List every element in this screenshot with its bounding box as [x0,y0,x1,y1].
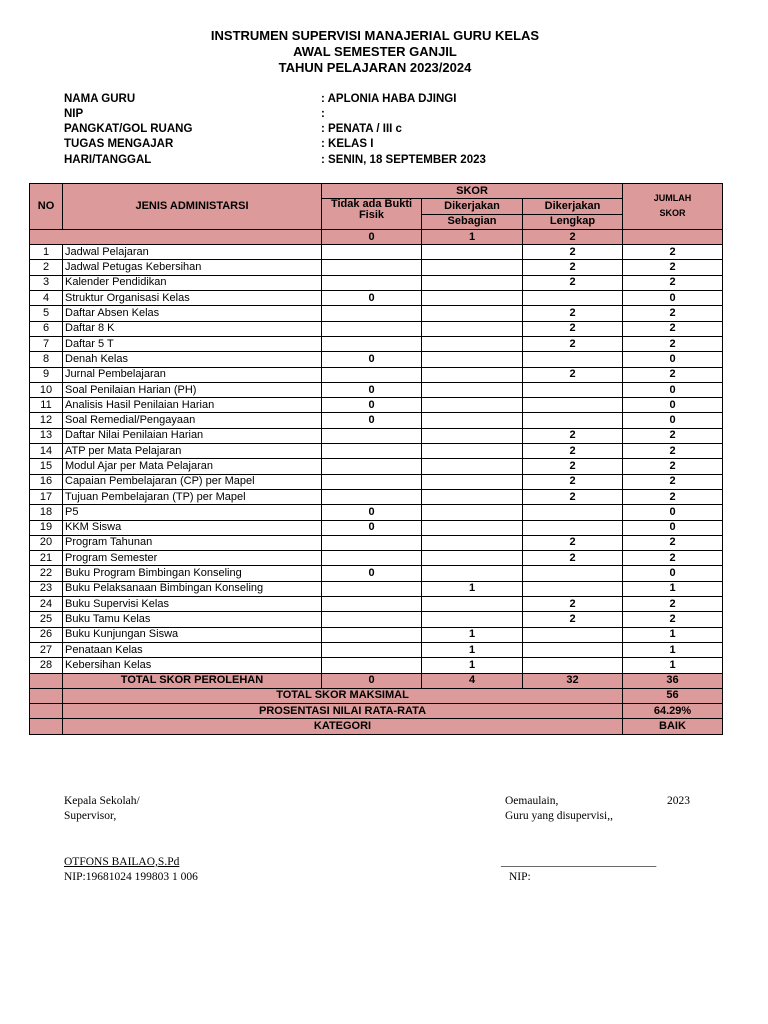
row-score-2: 2 [523,428,623,443]
footer-max-spacer [30,688,63,703]
header-skor: SKOR [322,184,623,199]
row-name: Program Semester [63,551,322,566]
table-row [30,459,723,474]
sig-right-line2: Guru yang disupervisi,, [505,810,613,822]
row-score-1 [422,413,523,428]
table-row [30,398,723,413]
row-no: 21 [30,551,63,566]
row-no: 24 [30,597,63,612]
row-total: 2 [623,489,723,504]
row-score-0: 0 [322,352,422,367]
row-total: 2 [623,597,723,612]
footer-cat-label: KATEGORI [63,719,623,734]
footer-pct-label: PROSENTASI NILAI RATA-RATA [63,704,623,719]
row-name: Modul Ajar per Mata Pelajaran [63,459,322,474]
row-score-0 [322,321,422,336]
footer-total-s2: 32 [523,673,623,688]
row-score-1 [422,597,523,612]
header-score-2: 2 [523,229,623,244]
table-row [30,597,723,612]
sig-right-blank: ___________________________ [501,856,657,868]
row-no: 18 [30,505,63,520]
row-name: Kalender Pendidikan [63,275,322,290]
doc-title-line3: TAHUN PELAJARAN 2023/2024 [278,60,472,75]
table-row [30,382,723,397]
row-name: Buku Tamu Kelas [63,612,322,627]
row-score-1 [422,306,523,321]
row-name: Jadwal Petugas Kebersihan [63,260,322,275]
row-total: 0 [623,382,723,397]
row-name: Analisis Hasil Penilaian Harian [63,398,322,413]
row-total: 0 [623,566,723,581]
row-name: Program Tahunan [63,535,322,550]
row-total: 2 [623,612,723,627]
row-total: 2 [623,444,723,459]
row-score-1 [422,474,523,489]
row-score-0: 0 [322,413,422,428]
footer-total-spacer [30,673,63,688]
footer-max-value: 56 [623,688,723,703]
row-total: 2 [623,275,723,290]
row-score-1 [422,489,523,504]
row-name: Buku Pelaksanaan Bimbingan Konseling [63,581,322,596]
row-score-1 [422,291,523,306]
row-total: 2 [623,459,723,474]
row-name: P5 [63,505,322,520]
row-no: 6 [30,321,63,336]
table-row [30,489,723,504]
row-no: 12 [30,413,63,428]
row-score-0 [322,658,422,673]
row-name: Buku Kunjungan Siswa [63,627,322,642]
row-score-1 [422,612,523,627]
row-total: 1 [623,581,723,596]
row-name: Tujuan Pembelajaran (TP) per Mapel [63,489,322,504]
row-score-0 [322,459,422,474]
row-score-2: 2 [523,444,623,459]
row-no: 20 [30,535,63,550]
row-total: 1 [623,627,723,642]
row-name: Daftar 5 T [63,336,322,351]
row-score-2 [523,382,623,397]
table-row [30,627,723,642]
row-total: 0 [623,413,723,428]
row-name: Buku Supervisi Kelas [63,597,322,612]
sig-right-nip: NIP: [509,871,531,883]
row-score-2: 2 [523,275,623,290]
row-no: 17 [30,489,63,504]
row-total: 0 [623,291,723,306]
info-nama-guru: NAMA GURU : APLONIA HABA DJINGI [64,93,457,105]
table-row [30,428,723,443]
row-score-2: 2 [523,336,623,351]
table-row [30,581,723,596]
row-name: Kebersihan Kelas [63,658,322,673]
row-score-1: 1 [422,658,523,673]
row-score-2 [523,627,623,642]
row-score-2 [523,352,623,367]
row-total: 0 [623,352,723,367]
row-score-2 [523,505,623,520]
info-hari-tanggal: HARI/TANGGAL : SENIN, 18 SEPTEMBER 2023 [64,154,486,166]
row-score-1 [422,245,523,260]
row-score-2 [523,413,623,428]
footer-pct-value: 64.29% [623,704,723,719]
row-score-2: 2 [523,367,623,382]
row-name: Buku Program Bimbingan Konseling [63,566,322,581]
row-score-2 [523,658,623,673]
row-score-1 [422,535,523,550]
table-row [30,505,723,520]
row-score-0: 0 [322,382,422,397]
row-no: 23 [30,581,63,596]
row-total: 2 [623,306,723,321]
table-row [30,444,723,459]
header-score-0: 0 [322,229,422,244]
row-no: 13 [30,428,63,443]
table-row [30,260,723,275]
footer-cat-value: BAIK [623,719,723,734]
supervision-table [29,183,723,735]
footer-total-label: TOTAL SKOR PEROLEHAN [63,673,322,688]
row-score-2: 2 [523,459,623,474]
row-score-0 [322,444,422,459]
table-row [30,658,723,673]
row-name: ATP per Mata Pelajaran [63,444,322,459]
header-tidak-ada-bukti: Tidak ada Bukti Fisik [322,199,422,230]
row-no: 26 [30,627,63,642]
row-score-2 [523,291,623,306]
row-score-2: 2 [523,474,623,489]
table-row [30,245,723,260]
row-name: Penataan Kelas [63,642,322,657]
footer-total-all: 36 [623,673,723,688]
row-total: 2 [623,551,723,566]
info-pangkat: PANGKAT/GOL RUANG : PENATA / III c [64,123,402,135]
row-total: 2 [623,428,723,443]
row-score-2: 2 [523,535,623,550]
row-no: 19 [30,520,63,535]
row-no: 11 [30,398,63,413]
row-no: 15 [30,459,63,474]
row-score-0 [322,260,422,275]
table-row [30,413,723,428]
row-score-1 [422,551,523,566]
row-score-0 [322,581,422,596]
table-row [30,352,723,367]
row-score-1 [422,336,523,351]
row-score-0 [322,474,422,489]
info-tugas: TUGAS MENGAJAR : KELAS I [64,138,374,150]
row-score-1: 1 [422,581,523,596]
footer-cat-spacer [30,719,63,734]
row-score-2: 2 [523,260,623,275]
row-score-1: 1 [422,627,523,642]
header-dikerjakan-lengkap-2: Lengkap [523,214,623,229]
row-score-0 [322,306,422,321]
footer-total-s1: 4 [422,673,523,688]
row-score-1 [422,321,523,336]
sig-right-place: Oemaulain, [505,795,559,807]
header-dikerjakan-lengkap-1: Dikerjakan [523,199,623,214]
row-score-0 [322,275,422,290]
sig-left-line1: Kepala Sekolah/ [64,795,140,807]
row-score-1 [422,566,523,581]
row-score-0 [322,597,422,612]
row-score-2: 2 [523,612,623,627]
row-score-2: 2 [523,245,623,260]
table-row [30,321,723,336]
row-total: 2 [623,260,723,275]
row-score-1 [422,505,523,520]
row-total: 0 [623,505,723,520]
row-score-1 [422,428,523,443]
row-name: Denah Kelas [63,352,322,367]
row-score-1 [422,260,523,275]
table-row [30,642,723,657]
row-name: Capaian Pembelajaran (CP) per Mapel [63,474,322,489]
row-score-0 [322,551,422,566]
row-no: 1 [30,245,63,260]
table-row [30,275,723,290]
row-no: 10 [30,382,63,397]
row-score-2: 2 [523,489,623,504]
table-row [30,566,723,581]
row-name: Jadwal Pelajaran [63,245,322,260]
row-no: 27 [30,642,63,657]
row-no: 8 [30,352,63,367]
row-score-0: 0 [322,505,422,520]
row-total: 2 [623,321,723,336]
row-total: 2 [623,535,723,550]
row-name: Struktur Organisasi Kelas [63,291,322,306]
row-score-0: 0 [322,520,422,535]
table-row [30,474,723,489]
header-spacer [30,229,322,244]
row-no: 16 [30,474,63,489]
row-score-1: 1 [422,642,523,657]
row-no: 25 [30,612,63,627]
row-no: 2 [30,260,63,275]
row-score-2 [523,566,623,581]
row-score-0: 0 [322,566,422,581]
row-score-0 [322,245,422,260]
table-row [30,336,723,351]
row-name: KKM Siswa [63,520,322,535]
header-dikerjakan-sebagian-1: Dikerjakan [422,199,523,214]
row-total: 2 [623,336,723,351]
doc-title-line2: AWAL SEMESTER GANJIL [293,44,457,59]
row-score-0 [322,612,422,627]
sig-left-line2: Supervisor, [64,810,117,822]
row-score-2 [523,398,623,413]
row-no: 14 [30,444,63,459]
row-name: Soal Penilaian Harian (PH) [63,382,322,397]
row-total: 0 [623,398,723,413]
row-total: 1 [623,642,723,657]
row-no: 4 [30,291,63,306]
footer-total-s0: 0 [322,673,422,688]
header-jumlah-spacer [623,229,723,244]
row-score-2: 2 [523,551,623,566]
footer-pct-spacer [30,704,63,719]
row-score-1 [422,275,523,290]
row-no: 5 [30,306,63,321]
row-no: 3 [30,275,63,290]
row-score-0 [322,336,422,351]
table-row [30,367,723,382]
row-no: 9 [30,367,63,382]
row-total: 2 [623,474,723,489]
row-score-0 [322,642,422,657]
row-score-2: 2 [523,597,623,612]
table-row [30,520,723,535]
row-name: Daftar Absen Kelas [63,306,322,321]
row-score-0: 0 [322,291,422,306]
sig-left-nip: NIP:19681024 199803 1 006 [64,871,198,883]
row-no: 7 [30,336,63,351]
header-jenis: JENIS ADMINISTARSI [63,184,322,230]
header-dikerjakan-sebagian-2: Sebagian [422,214,523,229]
footer-max-label: TOTAL SKOR MAKSIMAL [63,688,623,703]
row-no: 22 [30,566,63,581]
row-score-1 [422,444,523,459]
row-score-2 [523,642,623,657]
header-no: NO [30,184,63,230]
row-no: 28 [30,658,63,673]
row-name: Jurnal Pembelajaran [63,367,322,382]
row-score-0: 0 [322,398,422,413]
row-total: 1 [623,658,723,673]
row-score-0 [322,489,422,504]
row-score-1 [422,367,523,382]
sig-right-year: 2023 [667,795,690,807]
row-name: Soal Remedial/Pengayaan [63,413,322,428]
table-row [30,612,723,627]
row-score-2: 2 [523,321,623,336]
row-score-0 [322,627,422,642]
row-score-1 [422,520,523,535]
row-total: 2 [623,367,723,382]
row-name: Daftar Nilai Penilaian Harian [63,428,322,443]
row-score-1 [422,459,523,474]
table-row [30,551,723,566]
row-score-2: 2 [523,306,623,321]
table-row [30,535,723,550]
table-row [30,291,723,306]
row-score-1 [422,352,523,367]
info-nip: NIP : [64,108,325,120]
row-score-2 [523,581,623,596]
doc-title-line1: INSTRUMEN SUPERVISI MANAJERIAL GURU KELAS [210,28,540,43]
row-total: 2 [623,245,723,260]
row-score-1 [422,398,523,413]
table-row [30,306,723,321]
row-score-2 [523,520,623,535]
row-name: Daftar 8 K [63,321,322,336]
row-total: 0 [623,520,723,535]
header-jumlah: JUMLAH SKOR [623,184,723,230]
row-score-1 [422,382,523,397]
header-score-1: 1 [422,229,523,244]
row-score-0 [322,535,422,550]
row-score-0 [322,428,422,443]
sig-left-name: OTFONS BAILAO,S.Pd [64,856,180,868]
row-score-0 [322,367,422,382]
